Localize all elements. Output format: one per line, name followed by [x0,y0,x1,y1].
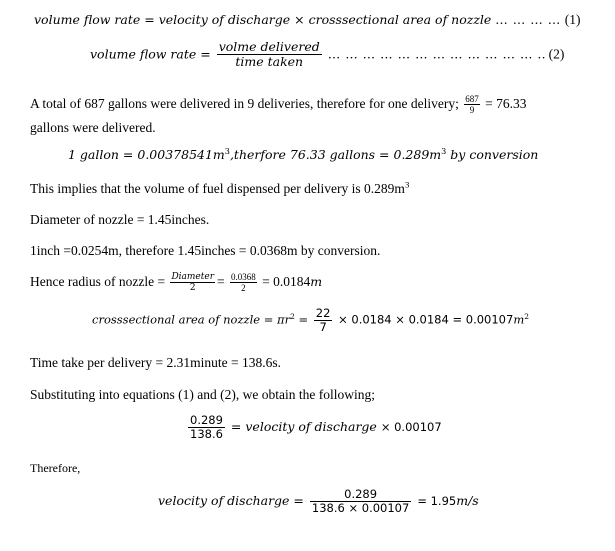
eq4-unit: m [513,312,525,327]
para5-frac2-denominator: 2 [241,283,246,294]
para5-fraction-value [230,272,257,294]
eq5-numerator: 0.289 [190,413,223,427]
para4-text: 1inch =0.0254m, therefore 1.45inches = 0.0368m by conversion. [30,243,381,258]
eq2-numerator: volme delivered [218,39,320,54]
eq5-denominator: 138.6 [190,427,223,442]
eq5-fraction [188,414,225,441]
eq4-equals: = [294,312,309,327]
eq6-unit: m/s [456,493,479,509]
eq3-part-a: 1 gallon = 0.00378541m [68,147,225,162]
para7-text: Substituting into equations (1) and (2), we obtain the following; [30,387,375,402]
eq2-fraction [217,40,322,70]
para5-frac2-numerator: 0.0368 [231,272,256,282]
eq3-sup-b: 3 [441,145,447,156]
eq5-rest-a: = velocity of discharge [230,419,377,435]
equation-area [92,307,529,334]
paragraph-diameter [30,213,209,227]
para2-text: This implies that the volume of fuel dispensed per delivery is 0.289m [30,181,405,196]
para1-line2: gallons were delivered. [30,120,156,135]
para5-frac1-numerator: Diameter [171,272,215,282]
para6-text: Time take per delivery = 2.31minute = 138.6s. [30,355,281,370]
para5-fraction-diameter [170,272,215,294]
para5-frac1-denominator: 2 [189,283,196,294]
eq2-equals: = [200,46,211,62]
eq3-part-c: by conversion [446,147,539,162]
paragraph-gallons-line2 [30,121,156,135]
equation-1 [34,13,580,27]
paragraph-substituting [30,388,375,402]
paragraph-gallons [30,94,526,116]
paragraph-radius [30,272,322,294]
paragraph-volume [30,179,410,196]
para5-equals: = [217,273,225,289]
eq6-denominator: 138.6 × 0.00107 [311,501,410,516]
eq6-fraction [310,488,411,515]
para1-numerator: 687 [465,94,479,104]
para8-text: Therefore, [30,461,81,475]
eq2-dots: … … … … … … … … … … … … . [327,46,542,62]
para5-unit: m [310,273,323,289]
paragraph-inch-conversion [30,244,380,258]
paragraph-therefore [30,462,80,474]
eq2-lhs: volume flow rate [90,46,197,62]
eq1-number: (1) [564,12,581,27]
eq1-rhs-velocity: velocity of discharge [158,12,291,27]
eq4-sup: 2 [290,311,295,321]
eq4-lhs: crosssectional area of nozzle = πr [92,312,291,327]
eq1-lhs: volume flow rate [34,12,141,27]
eq4-denominator: 7 [319,320,327,335]
para3-text: Diameter of nozzle = 1.45inches. [30,212,210,227]
eq1-equals: = [144,12,155,27]
eq3-part-b: ,therfore 76.33 gallons = 0.289m [229,147,442,162]
para2-sup: 3 [404,179,410,190]
equation-conversion [68,145,539,162]
eq1-rhs-area: crosssectional area of nozzle [308,12,492,27]
equation-velocity [158,488,479,515]
eq4-fraction [314,307,333,334]
eq1-times: × [294,12,305,27]
equation-substitution [186,414,442,441]
equation-2 [90,40,564,70]
para1-fraction [464,94,480,116]
eq6-result: = 1.95 [417,494,457,509]
eq4-unit-sup: 2 [524,311,529,321]
para1-denominator: 9 [469,105,475,116]
eq1-dots: … … … … [495,12,561,27]
eq3-sup-a: 3 [224,145,230,156]
para1-result: = 76.33 [485,95,527,111]
para5-prefix: Hence radius of nozzle = [30,273,166,289]
eq6-numerator: 0.289 [310,488,411,502]
eq2-denominator: time taken [235,54,304,70]
para1-text: A total of 687 gallons were delivered in 9 deliveries, therefore for one delivery; [30,95,459,111]
eq5-rest-b: × 0.00107 [380,420,442,435]
para5-result: = 0.0184 [262,273,311,289]
eq2-number: . (2) [541,46,565,62]
eq4-rest: × 0.0184 × 0.0184 = 0.00107 [338,312,514,327]
paragraph-time [30,356,281,370]
eq6-lhs: velocity of discharge = [158,493,304,509]
eq4-numerator: 22 [315,306,331,320]
